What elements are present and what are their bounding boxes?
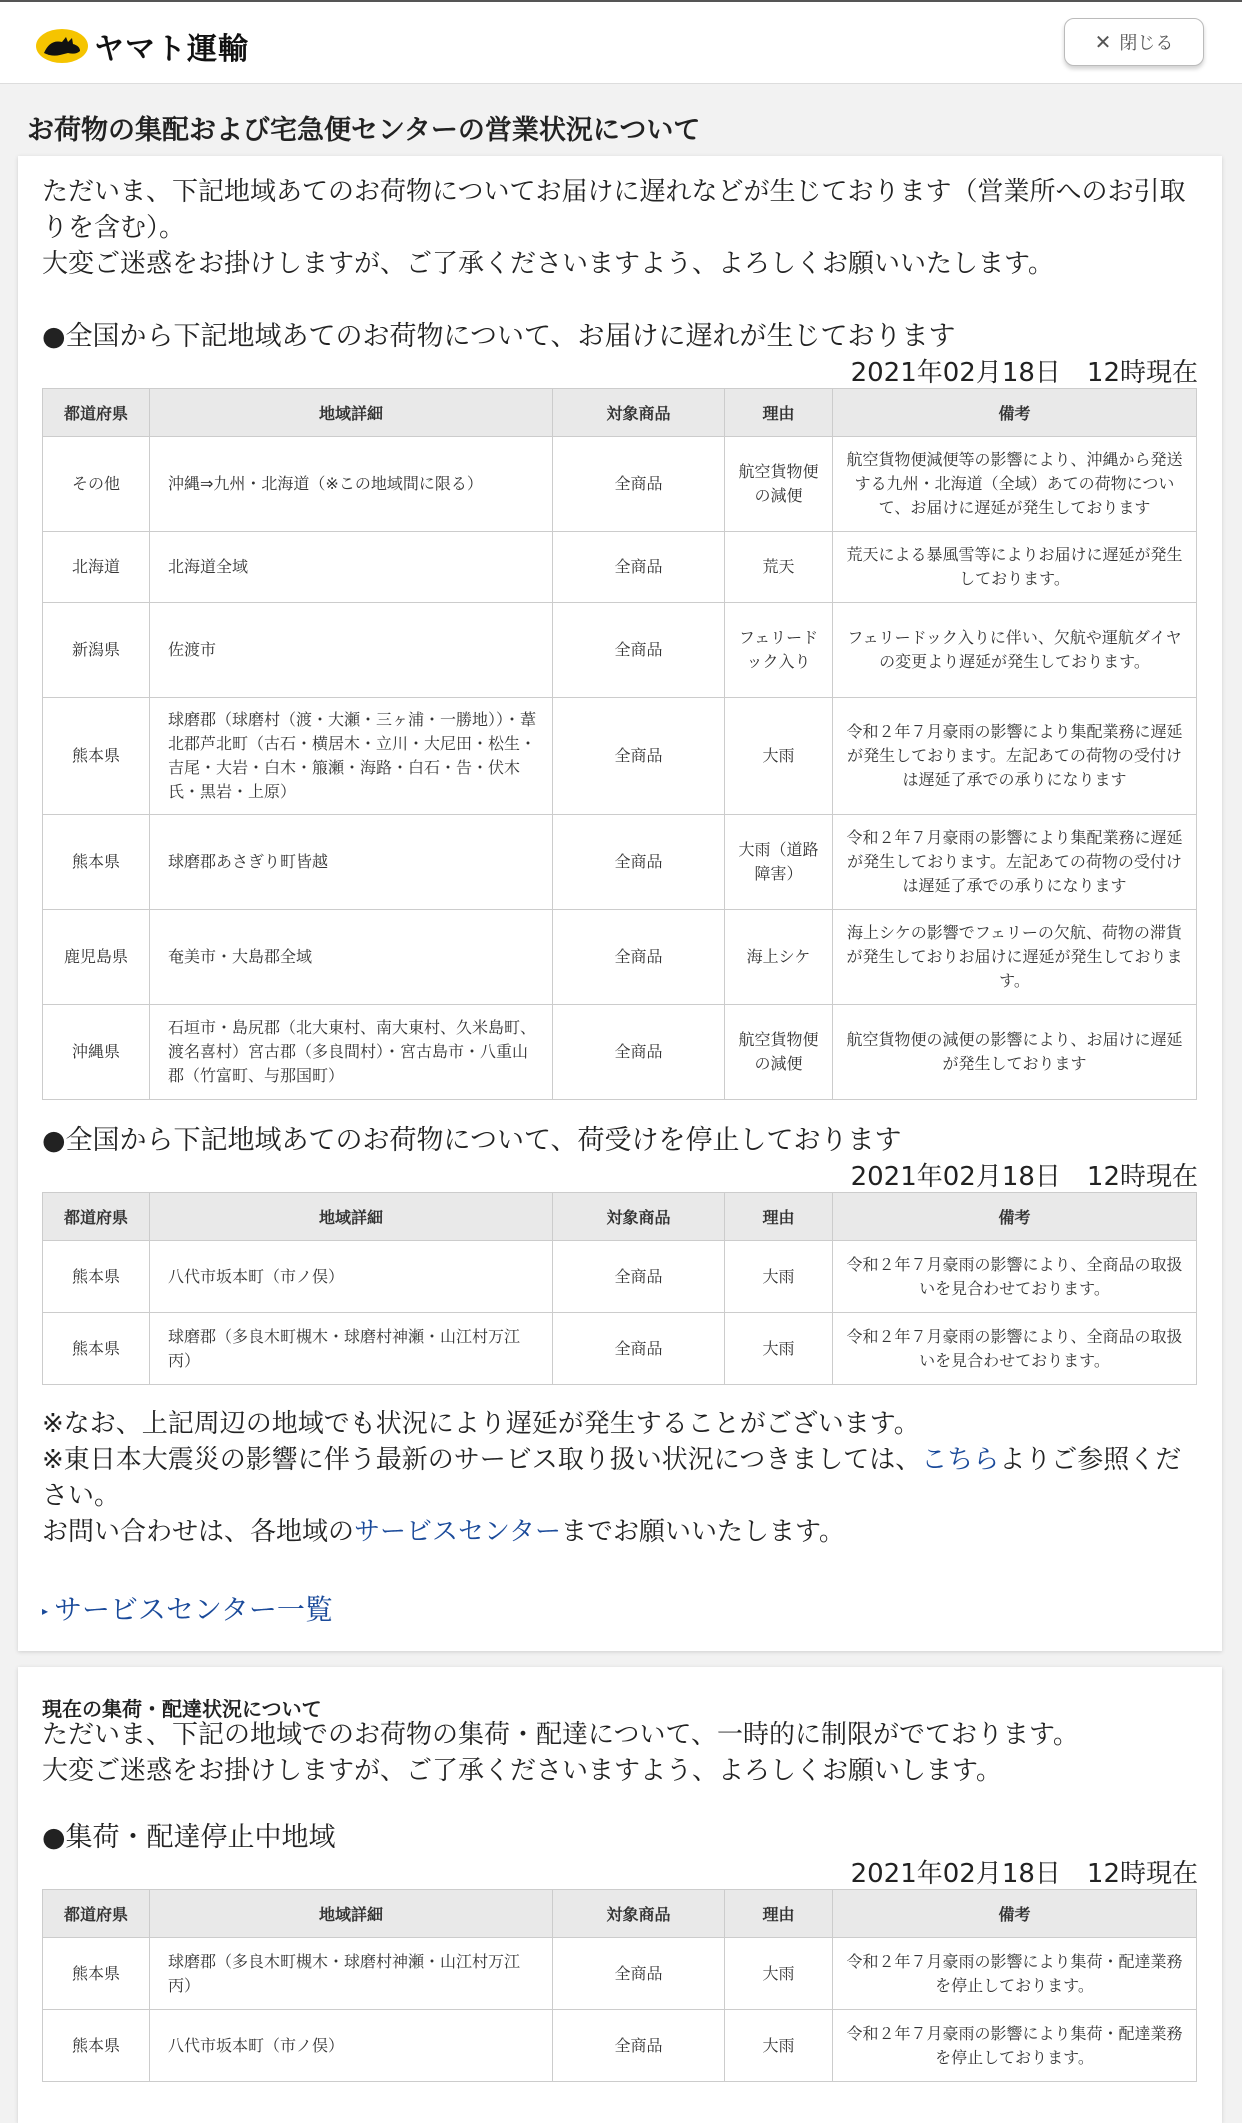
service-center-list-link[interactable] <box>42 1588 333 1628</box>
yamato-logo <box>36 24 249 68</box>
table-row <box>43 1313 1197 1385</box>
note2-text-end: よりご参照ください。 <box>42 1445 1182 1511</box>
col-header: 都道府県 <box>43 1890 150 1938</box>
col-header: 備考 <box>833 1890 1197 1938</box>
cell-pref: 熊本県 <box>43 1313 150 1385</box>
section2-date: 2021年02月18日 12時現在 <box>850 1859 1198 1889</box>
cell-area: 石垣市・島尻郡（北大東村、南大東村、久米島町、渡名喜村）宮古郡（多良間村）・宮古島市・八重山郡（竹富町、与那国町） <box>150 1005 553 1100</box>
cell-area: 沖縄⇒九州・北海道（※この地域間に限る） <box>150 437 553 532</box>
logo-text: ヤマト運輸 <box>94 32 249 67</box>
table-header-row <box>43 389 1197 437</box>
col-header: 備考 <box>833 1193 1197 1241</box>
cell-note: 令和２年７月豪雨の影響により集荷・配達業務を停止しております。 <box>833 1938 1197 2010</box>
stop-date: 2021年02月18日 12時現在 <box>850 1162 1198 1192</box>
cell-pref: 熊本県 <box>43 698 150 815</box>
cell-note: 令和２年７月豪雨の影響により集荷・配達業務を停止しております。 <box>833 2010 1197 2082</box>
table-row <box>43 2010 1197 2082</box>
cell-pref: 鹿児島県 <box>43 910 150 1005</box>
col-header: 地域詳細 <box>150 1890 553 1938</box>
cell-product: 全商品 <box>553 910 725 1005</box>
section-title: 現在の集荷・配達状況について <box>42 1697 322 1721</box>
pickup-stop-table <box>42 1889 1197 2082</box>
cell-reason: 大雨 <box>725 1313 833 1385</box>
note-line-2 <box>42 1442 1198 1514</box>
table-header-row <box>43 1193 1197 1241</box>
stop-table <box>42 1192 1197 1385</box>
cell-pref: 熊本県 <box>43 1241 150 1313</box>
cell-pref: その他 <box>43 437 150 532</box>
cell-note: 令和２年７月豪雨の影響により、全商品の取扱いを見合わせております。 <box>833 1313 1197 1385</box>
cell-note: 海上シケの影響でフェリーの欠航、荷物の滞貨が発生しておりお届けに遅延が発生しております。 <box>833 910 1197 1005</box>
col-header: 対象商品 <box>553 1890 725 1938</box>
cell-product: 全商品 <box>553 532 725 603</box>
table-row <box>43 437 1197 532</box>
cell-note: 令和２年７月豪雨の影響により集配業務に遅延が発生しております。左記あての荷物の受付けは遅延了承での承りになります <box>833 698 1197 815</box>
cell-pref: 北海道 <box>43 532 150 603</box>
cell-reason: 航空貨物便の減便 <box>725 1005 833 1100</box>
cell-note: 令和２年７月豪雨の影響により、全商品の取扱いを見合わせております。 <box>833 1241 1197 1313</box>
table-row <box>43 532 1197 603</box>
col-header: 対象商品 <box>553 389 725 437</box>
cell-reason: 大雨 <box>725 1241 833 1313</box>
cell-reason: 大雨 <box>725 1938 833 2010</box>
table-row <box>43 1241 1197 1313</box>
delay-date: 2021年02月18日 12時現在 <box>850 358 1198 388</box>
cell-product: 全商品 <box>553 1938 725 2010</box>
cell-area: 八代市坂本町（市ノ俣） <box>150 2010 553 2082</box>
delay-heading: ●全国から下記地域あてのお荷物について、お届けに遅れが生じております <box>42 321 956 352</box>
cell-area: 奄美市・大島郡全域 <box>150 910 553 1005</box>
cell-area: 球磨郡（多良木町槻木・球磨村神瀬・山江村万江丙） <box>150 1938 553 2010</box>
cell-area: 球磨郡（多良木町槻木・球磨村神瀬・山江村万江丙） <box>150 1313 553 1385</box>
cell-pref: 熊本県 <box>43 1938 150 2010</box>
col-header: 地域詳細 <box>150 389 553 437</box>
cell-area: 球磨郡（球磨村（渡・大瀬・三ヶ浦・一勝地））・葦北郡芦北町（古石・横居木・立川・大尼田・松生・吉尾・大岩・白木・箙瀬・海路・白石・告・伏木氏・黒岩・上原） <box>150 698 553 815</box>
service-center-inline-link[interactable]: サービスセンター <box>354 1517 561 1547</box>
table-row <box>43 1938 1197 2010</box>
table-row <box>43 910 1197 1005</box>
table-row <box>43 1005 1197 1100</box>
cell-reason: 航空貨物便の減便 <box>725 437 833 532</box>
note-line-1: ※なお、上記周辺の地域でも状況により遅延が発生することがございます。 <box>42 1409 920 1439</box>
cell-reason: 大雨 <box>725 2010 833 2082</box>
stop-area-heading: ●集荷・配達停止中地域 <box>42 1822 336 1853</box>
note2-text: ※東日本大震災の影響に伴う最新のサービス取り扱い状況につきましては、 <box>42 1445 922 1475</box>
site-header <box>0 2 1242 84</box>
col-header: 都道府県 <box>43 1193 150 1241</box>
cell-area: 八代市坂本町（市ノ俣） <box>150 1241 553 1313</box>
cell-product: 全商品 <box>553 2010 725 2082</box>
notes <box>42 1406 1198 1550</box>
cell-product: 全商品 <box>553 1313 725 1385</box>
cell-pref: 熊本県 <box>43 815 150 910</box>
cell-reason: 大雨 <box>725 698 833 815</box>
table-header-row <box>43 1890 1197 1938</box>
status-card <box>18 156 1222 1651</box>
col-header: 地域詳細 <box>150 1193 553 1241</box>
pickup-status-card <box>18 1667 1222 2123</box>
cell-area: 北海道全域 <box>150 532 553 603</box>
cell-product: 全商品 <box>553 815 725 910</box>
table-row <box>43 698 1197 815</box>
cell-pref: 熊本県 <box>43 2010 150 2082</box>
kochira-link[interactable]: こちら <box>921 1445 1000 1475</box>
cell-reason: 海上シケ <box>725 910 833 1005</box>
cell-pref: 沖縄県 <box>43 1005 150 1100</box>
cell-product: 全商品 <box>553 1241 725 1313</box>
col-header: 都道府県 <box>43 389 150 437</box>
cell-pref: 新潟県 <box>43 603 150 698</box>
delay-table <box>42 388 1197 1100</box>
cell-note: 荒天による暴風雪等によりお届けに遅延が発生しております。 <box>833 532 1197 603</box>
cell-product: 全商品 <box>553 1005 725 1100</box>
cell-note: 航空貨物便の減便の影響により、お届けに遅延が発生しております <box>833 1005 1197 1100</box>
cell-product: 全商品 <box>553 603 725 698</box>
cell-reason: フェリードック入り <box>725 603 833 698</box>
cell-note: 航空貨物便減便等の影響により、沖縄から発送する九州・北海道（全域）あての荷物について、お届けに遅延が発生しております <box>833 437 1197 532</box>
table-row <box>43 603 1197 698</box>
note3-text: お問い合わせは、各地域の <box>42 1517 355 1547</box>
cell-area: 球磨郡あさぎり町皆越 <box>150 815 553 910</box>
close-button[interactable] <box>1064 18 1204 66</box>
intro-line-2: 大変ご迷惑をお掛けしますが、ご了承くださいますよう、よろしくお願いいたします。 <box>42 249 1054 279</box>
service-center-list-label: サービスセンター一覧 <box>54 1593 333 1626</box>
table-row <box>43 815 1197 910</box>
cell-reason: 荒天 <box>725 532 833 603</box>
section2-line-2: 大変ご迷惑をお掛けしますが、ご了承くださいますよう、よろしくお願いします。 <box>42 1756 1002 1786</box>
close-icon: ✕ <box>1094 30 1112 54</box>
note3-text-end: までお願いいたします。 <box>560 1517 845 1547</box>
cell-note: フェリードック入りに伴い、欠航や運航ダイヤの変更より遅延が発生しております。 <box>833 603 1197 698</box>
col-header: 備考 <box>833 389 1197 437</box>
stop-heading: ●全国から下記地域あてのお荷物について、荷受けを停止しております <box>42 1125 902 1156</box>
cell-product: 全商品 <box>553 698 725 815</box>
cell-note: 令和２年７月豪雨の影響により集配業務に遅延が発生しております。左記あての荷物の受付けは遅延了承での承りになります <box>833 815 1197 910</box>
triangle-right-icon: ▸ <box>42 1604 49 1618</box>
intro-line-1: ただいま、下記地域あてのお荷物についてお届けに遅れなどが生じております（営業所へのお引取りを含む）。 <box>42 177 1186 243</box>
cat-logo-icon <box>36 29 88 63</box>
section2-line-1: ただいま、下記の地域でのお荷物の集荷・配達について、一時的に制限がでております。 <box>42 1720 1079 1750</box>
cell-area: 佐渡市 <box>150 603 553 698</box>
close-button-label: 閉じる <box>1119 33 1174 54</box>
col-header: 理由 <box>725 1890 833 1938</box>
intro-text <box>42 174 1198 282</box>
cell-reason: 大雨（道路障害） <box>725 815 833 910</box>
page-title: お荷物の集配および宅急便センターの営業状況について <box>27 115 701 146</box>
col-header: 理由 <box>725 1193 833 1241</box>
section2-intro <box>42 1717 1198 1789</box>
col-header: 対象商品 <box>553 1193 725 1241</box>
note-line-3 <box>42 1514 1198 1550</box>
cell-product: 全商品 <box>553 437 725 532</box>
col-header: 理由 <box>725 389 833 437</box>
